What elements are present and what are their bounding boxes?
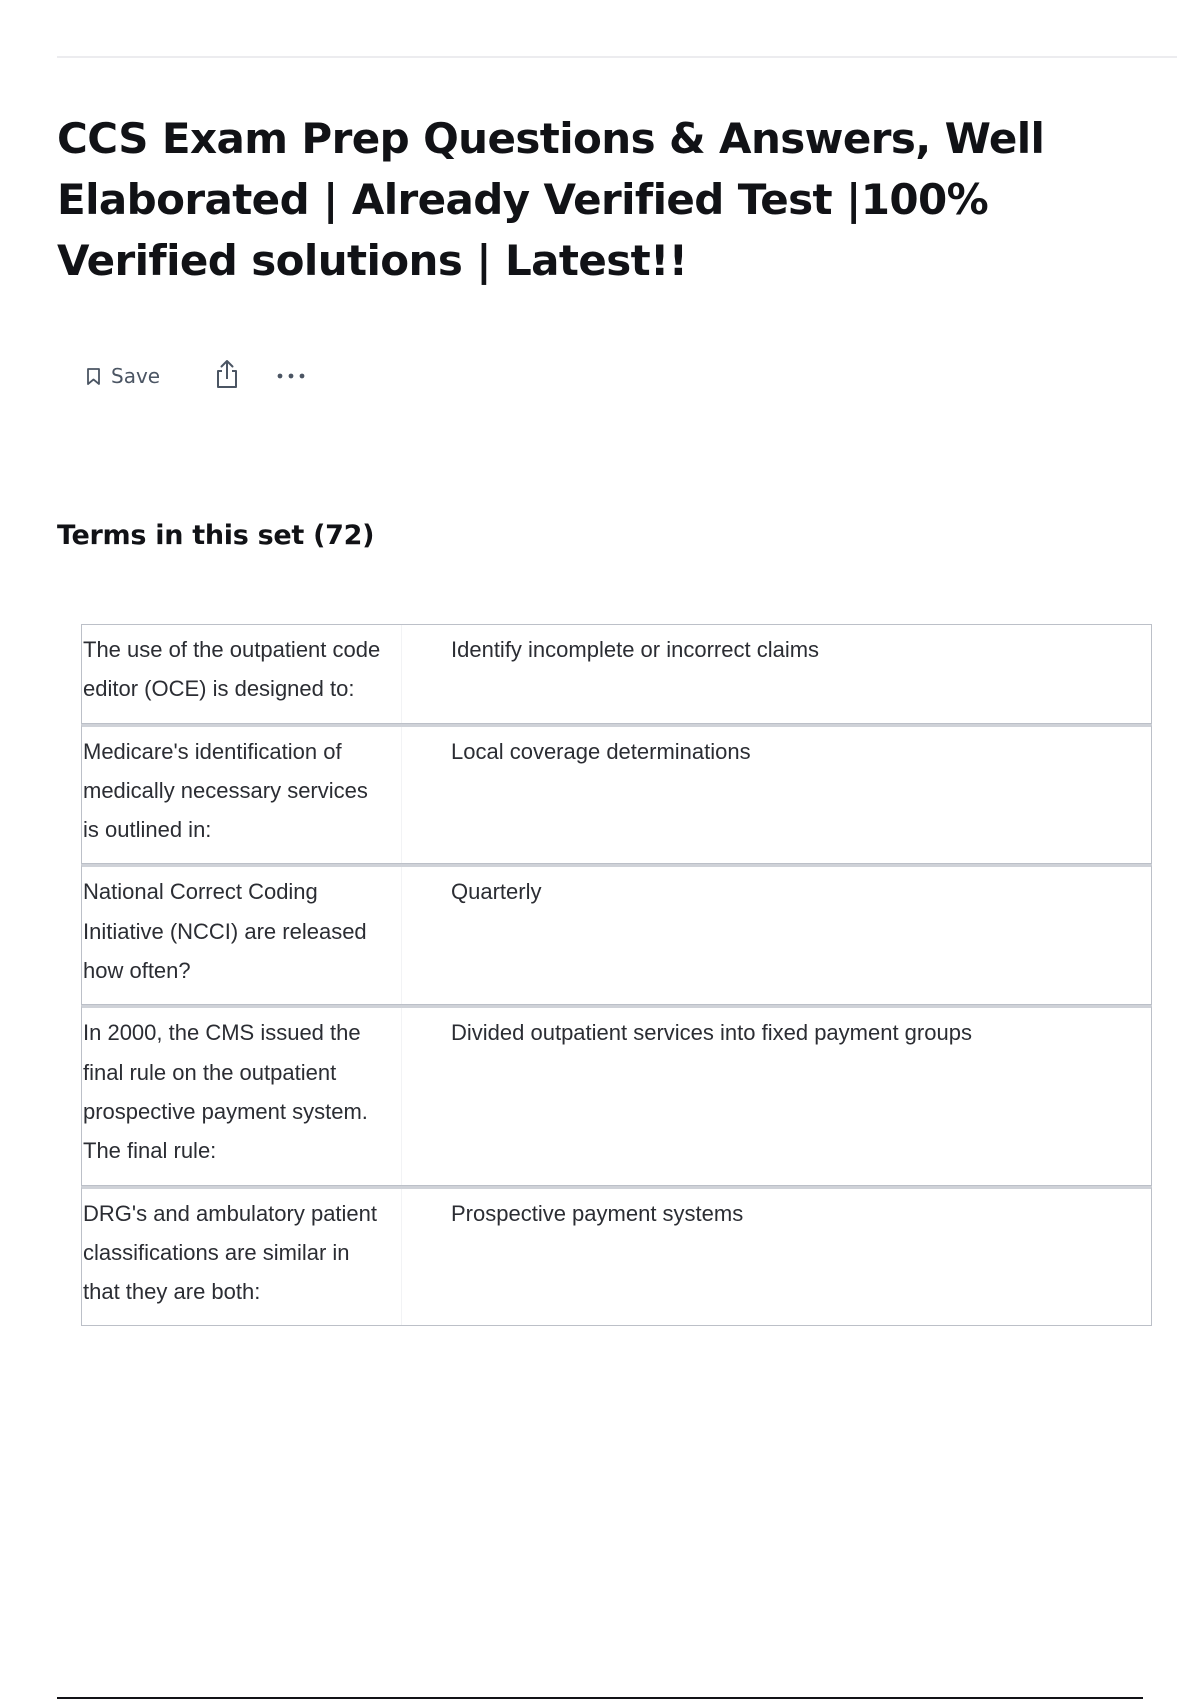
definition-text: Prospective payment systems xyxy=(451,1200,744,1226)
page-title: CCS Exam Prep Questions & Answers, Well Elaborated | Already Verified Test |100% Verified solutions | Latest!! xyxy=(57,114,1045,285)
save-button[interactable] xyxy=(86,364,160,388)
term-text: In 2000, the CMS issued the final rule on the outpatient prospective payment system. The final rule: xyxy=(82,1008,402,1184)
top-divider xyxy=(57,56,1177,58)
more-horizontal-icon xyxy=(276,367,306,385)
definition-text: Identify incomplete or incorrect claims xyxy=(451,637,820,662)
term-card[interactable] xyxy=(81,624,1152,724)
terms-heading: Terms in this set (72) xyxy=(57,520,375,551)
action-bar xyxy=(86,358,306,394)
term-card[interactable] xyxy=(81,1186,1152,1327)
save-label: Save xyxy=(111,364,161,388)
term-text: The use of the outpatient code editor (OCE) is designed to: xyxy=(82,625,402,723)
share-button[interactable] xyxy=(214,359,240,394)
term-card[interactable] xyxy=(81,1005,1152,1185)
definition-text: Local coverage determinations xyxy=(451,738,751,764)
definition-text: Divided outpatient services into fixed payment groups xyxy=(451,1020,972,1046)
bookmark-icon xyxy=(86,367,101,386)
bottom-divider xyxy=(57,1697,1143,1699)
definition-text: Quarterly xyxy=(451,879,542,905)
share-icon xyxy=(214,359,240,394)
term-text: National Correct Coding Initiative (NCCI) are released how often? xyxy=(82,867,402,1004)
term-card[interactable] xyxy=(81,724,1152,865)
term-text: DRG's and ambulatory patient classifications are similar in that they are both: xyxy=(82,1189,402,1326)
term-card[interactable] xyxy=(81,864,1152,1005)
more-options-button[interactable] xyxy=(276,367,306,385)
term-text: Medicare's identification of medically necessary services is outlined in: xyxy=(82,727,402,864)
terms-list xyxy=(81,624,1152,1326)
